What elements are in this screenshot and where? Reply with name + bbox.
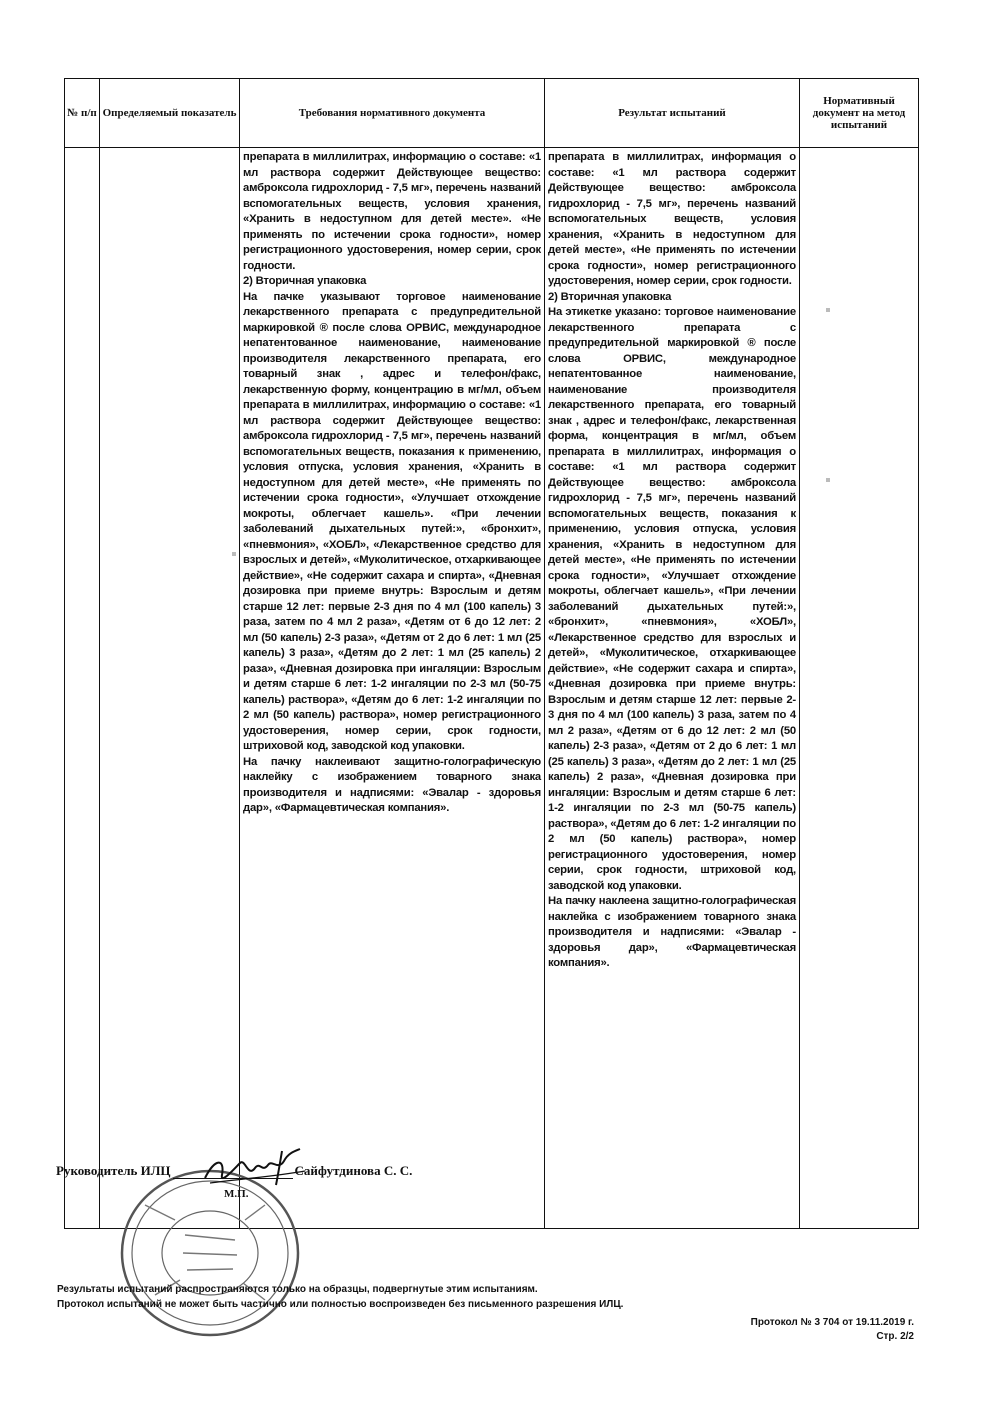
requirements-para-4: На пачку наклеивают защитно-голографическую наклейку с изображением товарного знака производителя и надписями: «Эвалар - здоровья дар», «Фармацевтическая компания». <box>243 755 541 814</box>
seal-label: М.П. <box>224 1188 249 1200</box>
scan-speck <box>232 552 236 556</box>
header-method: Нормативный документ на метод испытаний <box>800 79 919 148</box>
cell-result <box>545 148 800 1229</box>
header-num: № п/п <box>65 79 100 148</box>
header-indicator: Определяемый показатель <box>100 79 240 148</box>
signature-name: Сайфутдинова С. С. <box>294 1163 413 1178</box>
requirements-para-1: препарата в миллилитрах, информацию о составе: «1 мл раствора содержит Действующее вещество: амброксола гидрохлорид - 7,5 мг», перечень названий вспомогательных веществ, условия хранения, «Хранить в недоступном для детей месте». «Не применять по истечении срока годности», номер регистрационного удостоверения, номер серии, срок годности. <box>243 151 541 272</box>
table-header-row <box>65 79 919 148</box>
footer-line-2: Протокол испытаний не может быть частично или полностью воспроизведен без письменного разрешения ИЛЦ. <box>57 1299 624 1310</box>
scan-speck <box>826 478 830 482</box>
signature-line <box>56 1163 412 1179</box>
scan-speck <box>826 308 830 312</box>
cell-num <box>65 148 100 1229</box>
signature-role: Руководитель ИЛЦ <box>56 1163 171 1178</box>
requirements-para-2: 2) Вторичная упаковка <box>243 275 367 287</box>
result-para-1: препарата в миллилитрах, информация о составе: «1 мл раствора содержит Действующее вещество: амброксола гидрохлорид - 7,5 мг», перечень названий вспомогательных веществ, условия хранения, «Хранить в недоступном для детей месте», «Не применять по истечении срока годности», номер регистрационного удостоверения, номер серии, срок годности. <box>548 151 796 287</box>
cell-requirements <box>240 148 545 1229</box>
protocol-info <box>751 1316 914 1344</box>
table-row <box>65 148 919 1229</box>
protocol-number: Протокол № 3 704 от 19.11.2019 г. <box>750 1317 914 1328</box>
footer-line-1: Результаты испытаний распространяются только на образцы, подвергнутые этим испытаниям. <box>57 1284 538 1295</box>
result-para-4: На пачку наклеена защитно-голографическая наклейка с изображением товарного знака производителя и надписями: «Эвалар - здоровья дар», «Фармацевтическая компания». <box>548 895 796 969</box>
header-result: Результат испытаний <box>545 79 800 148</box>
requirements-para-3: На пачке указывают торговое наименование лекарственного препарата с предупредительной маркировкой ® после слова ОРВИС, международное непатентованное наименование, наименование производителя лекарственного препарата, его товарный знак , адрес и телефон/факс, лекарственную форму, концентрацию в мг/мл, объем препарата в миллилитрах, информацию о составе: «1 мл раствора содержит Действующее вещество: амброксола гидрохлорид - 7,5 мг», перечень названий вспомогательных веществ, показания к применению, условия отпуска, условия хранения, «Хранить в недоступном для детей месте», «Не применять по истечении срока годности», «Улучшает отхождение мокроты, облегчает кашель». «При лечении заболеваний дыхательных путей:», «бронхит», «пневмония», «ХОБЛ», «Лекарственное средство для взрослых и детей», «Муколитическое, отхаркивающее действие», «Не содержит сахара и спирта», «Дневная дозировка при приеме внутрь: Взрослым и детям старше 12 лет: первые 2-3 дня по 4 мл (100 капель) 3 раза, затем по 4 мл 2 раза», «Детям от 6 до 12 лет: 2 мл (50 капель) 2-3 раза», «Детям от 2 до 6 лет: 1 мл (25 капель) 3 раза», «Детям до 2 лет: 1 мл (25 капель) 2 раза», «Дневная дозировка при ингаляции: Взрослым и детям старше 6 лет: 1-2 ингаляции по 2-3 мл (50-75 капель) раствора», «Детям до 6 лет: 1-2 ингаляции по 2 мл (50 капель) раствора», номер регистрационного удостоверения, номер серии, срок годности, штриховой код, заводской код упаковки. <box>243 290 541 752</box>
results-table <box>64 78 919 1229</box>
result-para-2: 2) Вторичная упаковка <box>548 290 672 303</box>
page-number: Стр. 2/2 <box>876 1331 914 1342</box>
result-para-3: На этикетке указано: торговое наименование лекарственного препарата с предупредительной маркировкой ® после слова ОРВИС, международное непатентованное наименование, наименование производителя лекарственного препарата, его товарный знак , адрес и телефон/факс, лекарственная форма, концентрация в мг/мл, объем препарата в миллилитрах, информация о составе: «1 мл раствора содержит Действующее вещество: амброксола гидрохлорид - 7,5 мг», перечень названий вспомогательных веществ, показания к применению, условия отпуска, условия хранения, «Хранить в недоступном для детей месте», «Не применять по истечении срока годности», «Улучшает отхождение мокроты, облегчает кашель», «При лечении заболеваний дыхательных путей:», «бронхит», «пневмония», «ХОБЛ», «Лекарственное средство для взрослых и детей», «Муколитическое, отхаркивающее действие», «Не содержит сахара и спирта», «Дневная дозировка при приеме внутрь: Взрослым и детям старше 12 лет: первые 2-3 дня по 4 мл (100 капель) 3 раза, затем по 4 мл 2 раза», «Детям от 6 до 12 лет: 2 мл (50 капель) 2-3 раза», «Детям от 2 до 6 лет: 1 мл (25 капель) 3 раза», «Детям до 2 лет: 1 мл (25 капель) 2 раза», «Дневная дозировка при ингаляции: Взрослым и детям старше 6 лет: 1-2 ингаляции по 2-3 мл (50-75 капель) раствора», «Детям до 6 лет: 1-2 ингаляции по 2 мл (50 капель) раствора», номер регистрационного удостоверения, номер серии, срок годности, штриховой код, заводской код упаковки. <box>548 306 796 892</box>
cell-method <box>800 148 919 1229</box>
signature-underline <box>173 1164 293 1179</box>
header-requirements: Требования нормативного документа <box>240 79 545 148</box>
cell-indicator <box>100 148 240 1229</box>
